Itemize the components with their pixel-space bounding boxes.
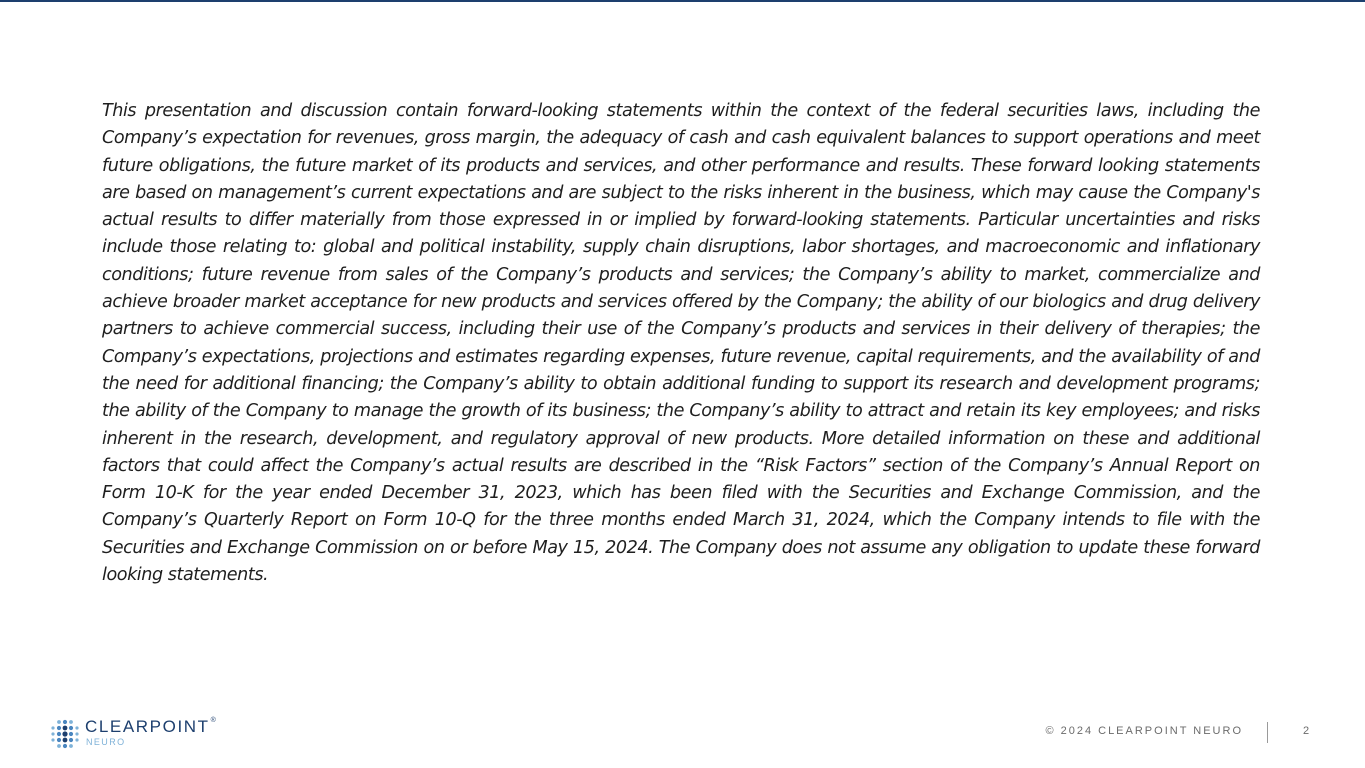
top-rule xyxy=(0,0,1365,2)
logo-wordmark-text: CLEARPOINT xyxy=(85,717,210,736)
logo-subtitle: NEURO xyxy=(86,737,126,747)
logo-wordmark xyxy=(85,717,216,737)
logo-trademark: ® xyxy=(210,717,216,724)
footer-divider xyxy=(1267,722,1268,743)
clearpoint-neuro-logo xyxy=(50,716,220,750)
page-number: 2 xyxy=(1303,725,1310,737)
copyright-notice: © 2024 CLEARPOINT NEURO xyxy=(1045,725,1243,737)
dot-grid-icon xyxy=(50,717,80,749)
forward-looking-statements-text: This presentation and discussion contain forward-looking statements within the context of the federal securities laws, including the Company’s expectation for revenues, gross margin, the adequacy of cash and cash equivalent balances to support operations and meet future obligations, the future market of its products and services, and other performance and results. These forward looking statements are based on management’s current expectations and are subject to the risks inherent in the business, which may cause the Company's actual results to differ materially from those expressed in or implied by forward-looking statements. Particular uncertainties and risks include those relating to: global and political instability, supply chain disruptions, labor shortages, and macroeconomic and inflationary conditions; future revenue from sales of the Company’s products and services; the Company’s ability to market, commercialize and achieve broader market acceptance for new products and services offered by the Company; the ability of our biologics and drug delivery partners to achieve commercial success, including their use of the Company’s products and services in their delivery of therapies; the Company’s expectations, projections and estimates regarding expenses, future revenue, capital requirements, and the availability of and the need for additional financing; the Company’s ability to obtain additional funding to support its research and development programs; the ability of the Company to manage the growth of its business; the Company’s ability to attract and retain its key employees; and risks inherent in the research, development, and regulatory approval of new products. More detailed information on these and additional factors that could affect the Company’s actual results are described in the “Risk Factors” section of the Company’s Annual Report on Form 10-K for the year ended December 31, 2023, which has been filed with the Securities and Exchange Commission, and the Company’s Quarterly Report on Form 10-Q for the three months ended March 31, 2024, which the Company intends to file with the Securities and Exchange Commission on or before May 15, 2024. The Company does not assume any obligation to update these forward looking statements. xyxy=(102,101,1260,586)
